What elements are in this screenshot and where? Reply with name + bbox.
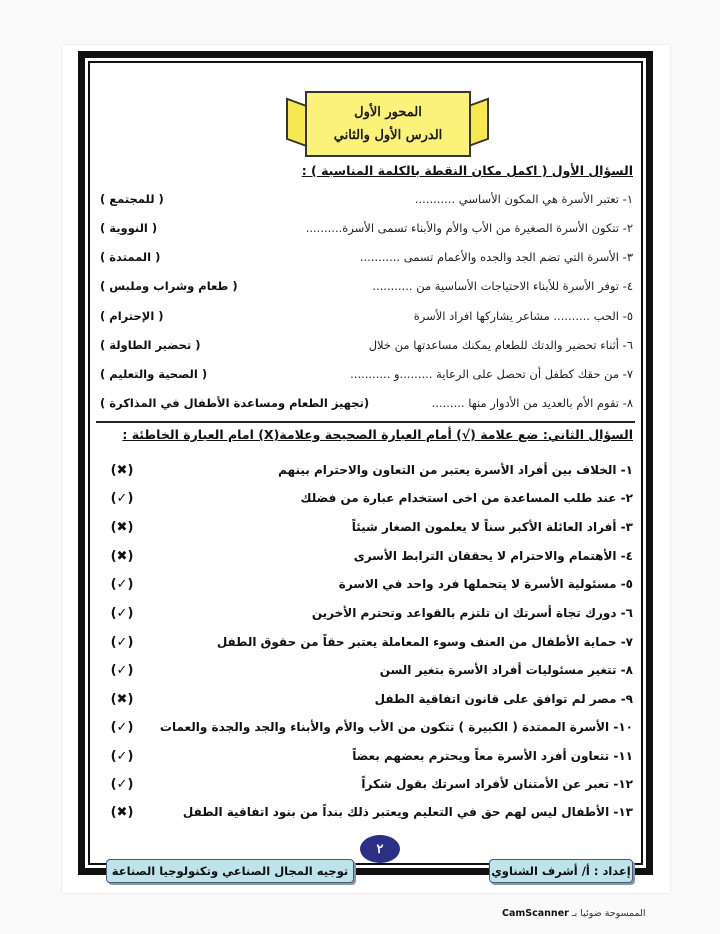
q1-answer: ( للمجتمع ) <box>100 192 164 206</box>
q1-answer: ( الإحترام ) <box>100 309 164 323</box>
q1-statement: ١- تعتبر الأسرة هي المكون الأساسي ........... <box>414 192 633 206</box>
q2-statement: ١- الخلاف بين أفراد الأسرة يعتبر من التعاون والاحترام بينهم <box>278 463 633 477</box>
q2-item <box>100 771 633 797</box>
q2-statement: ٩- مصر لم توافق على قانون اتفاقية الطفل <box>374 692 633 706</box>
q2-item <box>100 485 633 511</box>
q1-item <box>100 273 633 299</box>
q2-answer-mark: (✓) <box>110 576 134 592</box>
q2-item <box>100 543 633 569</box>
q2-answer-mark: (✓) <box>110 490 134 506</box>
decorative-frame <box>78 51 653 878</box>
q1-statement: ٣- الأسرة التي تضم الجد والجده والأعمام تسمى ........... <box>359 250 633 264</box>
camscanner-brand: CamScanner <box>502 908 569 919</box>
q1-answer: ( طعام وشراب وملبس ) <box>100 279 238 293</box>
q2-item <box>100 657 633 683</box>
q2-answer-mark: (✓) <box>110 719 134 735</box>
q1-statement: ٧- من حقك كطفل أن تحصل على الرعاية .........و ........... <box>350 367 633 381</box>
q1-item <box>100 332 633 358</box>
banner-lesson-title: الدرس الأول والثاني <box>333 128 443 143</box>
title-banner <box>305 91 471 157</box>
department-label: توجيه المجال الصناعي وتكنولوجيا الصناعة <box>106 859 354 883</box>
q2-answer-mark: (✓) <box>110 605 134 621</box>
camscanner-watermark <box>502 908 646 919</box>
frame-inner <box>88 61 643 878</box>
q1-item <box>100 361 633 387</box>
q1-item <box>100 186 633 212</box>
q2-item <box>100 457 633 483</box>
q2-item <box>100 799 633 825</box>
q1-answer: ( تحضير الطاولة ) <box>100 338 201 352</box>
q2-item <box>100 743 633 769</box>
q2-statement: ٦- دورك تجاة أسرتك ان تلتزم بالقواعد وتحترم الأخرين <box>311 606 633 620</box>
q2-statement: ٥- مسئولية الأسرة لا يتحملها فرد واحد في الاسرة <box>338 577 633 591</box>
q2-item <box>100 686 633 712</box>
q1-answer: ( النووية ) <box>100 221 158 235</box>
q1-statement: ٨- تقوم الأم بالعديد من الأدوار منها ......... <box>431 396 633 410</box>
q2-answer-mark: (✓) <box>110 776 134 792</box>
q2-item <box>100 629 633 655</box>
q2-statement: ٢- عند طلب المساعدة من اخى استخدام عبارة من فضلك <box>300 491 633 505</box>
camscanner-prefix: الممسوحة ضوئيا بـ <box>571 908 646 919</box>
q1-statement: ٤- توفر الأسرة للأبناء الاحتياجات الأساسية من ........... <box>372 279 633 293</box>
q2-statement: ٣- أفراد العائلة الأكبر سناً لا يعلمون الصغار شيئاً <box>351 520 633 534</box>
q2-answer-mark: (✓) <box>110 634 134 650</box>
q1-answer: (تجهيز الطعام ومساعدة الأطفال في المذاكرة ) <box>100 396 370 410</box>
banner-unit-title: المحور الأول <box>354 105 422 120</box>
q1-answer: ( الصحية والتعليم ) <box>100 367 208 381</box>
q2-answer-mark: (✖) <box>110 804 134 820</box>
q2-answer-mark: (✖) <box>110 519 134 535</box>
q2-answer-mark: (✖) <box>110 462 134 478</box>
author-label: إعداد : أ/ أشرف الشناوي <box>489 859 633 883</box>
q2-statement: ١٠- الأسرة الممتدة ( الكبيرة ) تتكون من الأب والأم والأبناء والجد والجدة والعمات <box>159 720 633 734</box>
scanned-page <box>62 45 670 893</box>
page-number-badge: ٢ <box>360 835 400 863</box>
q2-answer-mark: (✓) <box>110 662 134 678</box>
q2-answer-mark: (✓) <box>110 748 134 764</box>
question-1-title: السؤال الأول ( اكمل مكان النقطة بالكلمة المناسبة ) : <box>301 163 633 178</box>
q2-answer-mark: (✖) <box>110 691 134 707</box>
q2-item <box>100 514 633 540</box>
section-divider <box>96 421 635 423</box>
question-2-title: السؤال الثاني: ضع علامة (√) أمام العبارة الصحيحة وعلامة(X) امام العبارة الخاطئة : <box>122 427 633 442</box>
q2-statement: ١٢- تعبر عن الأمتنان لأفراد اسرتك بقول شكراً <box>361 777 633 791</box>
q1-statement: ٦- أثناء تحضير والدتك للطعام يمكنك مساعدتها من خلال <box>368 338 633 352</box>
q1-item <box>100 244 633 270</box>
q2-item <box>100 600 633 626</box>
q2-statement: ٧- حماية الأطفال من العنف وسوء المعاملة يعتبر حقاً من حقوق الطفل <box>216 635 633 649</box>
q2-item <box>100 714 633 740</box>
q2-statement: ١١- تتعاون أفرد الأسرة معاً ويحترم بعضهم بعضاً <box>352 749 633 763</box>
q1-statement: ٢- تتكون الأسرة الصغيرة من الأب والأم والأبناء تسمى الأسرة.......... <box>305 221 633 235</box>
q1-item <box>100 303 633 329</box>
q1-item <box>100 215 633 241</box>
q1-statement: ٥- الحب .......... مشاعر يشاركها افراد الأسرة <box>413 309 633 323</box>
q2-statement: ٨- تتغير مسئوليات أفراد الأسرة بتغير السن <box>379 663 633 677</box>
q2-answer-mark: (✖) <box>110 548 134 564</box>
q2-statement: ٤- الأهتمام والاحترام لا يحققان الترابط الأسرى <box>353 549 633 563</box>
q1-answer: ( الممتدة ) <box>100 250 161 264</box>
q2-statement: ١٣- الأطفال ليس لهم حق في التعليم ويعتبر ذلك بنداً من بنود اتفاقية الطفل <box>182 805 633 819</box>
q2-item <box>100 571 633 597</box>
q1-item <box>100 390 633 416</box>
